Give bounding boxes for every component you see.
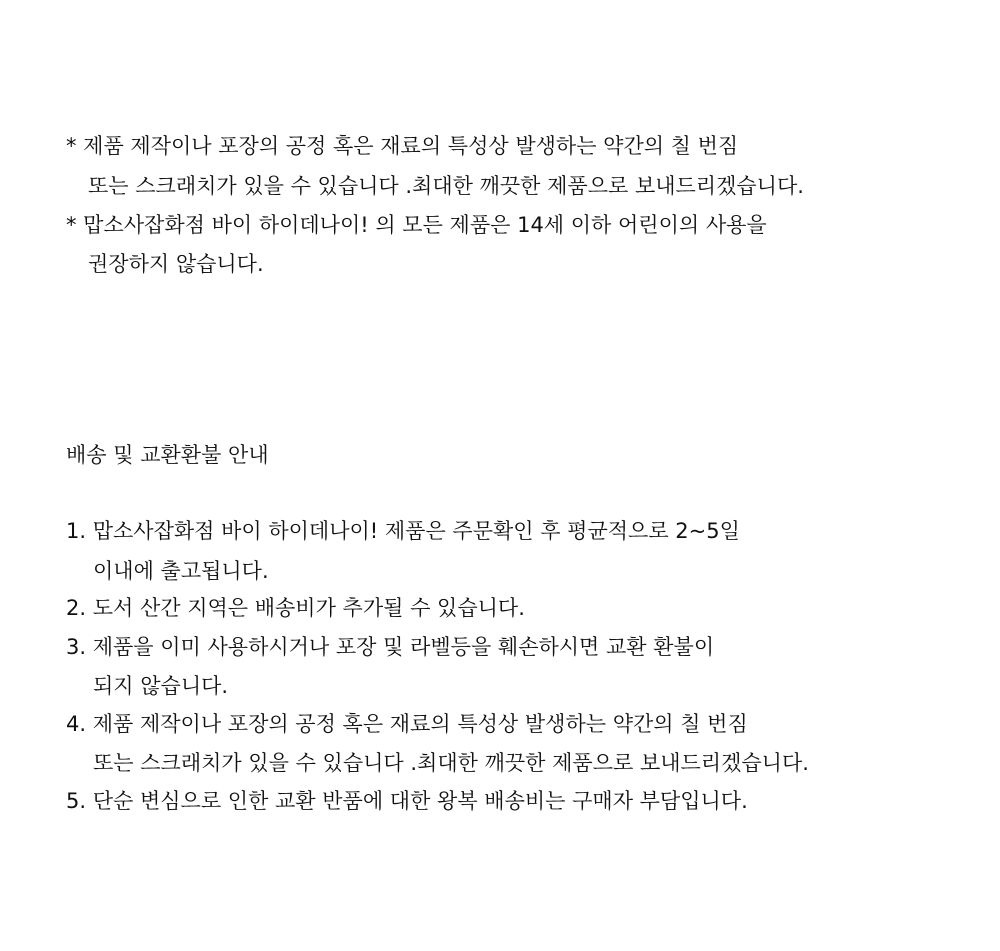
shipping-item-2-line-1: 2. 도서 산간 지역은 배송비가 추가될 수 있습니다. [66, 596, 525, 620]
shipping-item-3-line-1: 3. 제품을 이미 사용하시거나 포장 및 라벨등을 훼손하시면 교환 환불이 [66, 635, 715, 659]
notice-item-1-line-2: 또는 스크래치가 있을 수 있습니다 .최대한 깨끗한 제품으로 보내드리겠습니다. [88, 174, 804, 198]
shipping-item-1-line-1: 1. 맙소사잡화점 바이 하이데나이! 제품은 주문확인 후 평균적으로 2~5일 [66, 519, 740, 543]
shipping-item-4-line-2: 또는 스크래치가 있을 수 있습니다 .최대한 깨끗한 제품으로 보내드리겠습니다. [93, 751, 809, 775]
notice-item-1-line-1: * 제품 제작이나 포장의 공정 혹은 재료의 특성상 발생하는 약간의 칠 번짐 [66, 134, 739, 158]
shipping-item-1-line-2: 이내에 출고됩니다. [93, 559, 269, 583]
shipping-item-4-line-1: 4. 제품 제작이나 포장의 공정 혹은 재료의 특성상 발생하는 약간의 칠 번짐 [66, 712, 748, 736]
shipping-item-5-line-1: 5. 단순 변심으로 인한 교환 반품에 대한 왕복 배송비는 구매자 부담입니다. [66, 789, 748, 813]
notice-item-2-line-2: 권장하지 않습니다. [88, 252, 264, 276]
shipping-section-title: 배송 및 교환환불 안내 [66, 443, 269, 467]
notice-item-2-line-1: * 맙소사잡화점 바이 하이데나이! 의 모든 제품은 14세 이하 어린이의 사용을 [66, 213, 767, 237]
shipping-item-3-line-2: 되지 않습니다. [93, 674, 229, 698]
